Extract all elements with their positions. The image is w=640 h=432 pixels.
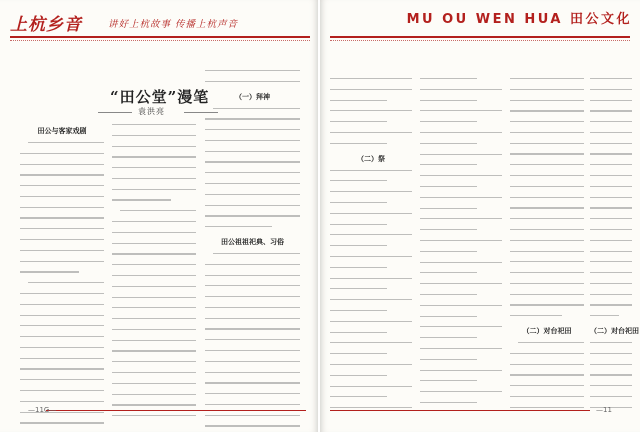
text-line — [510, 186, 584, 187]
text-line — [420, 197, 502, 198]
text-line — [420, 262, 502, 263]
text-line — [112, 264, 196, 265]
right-header — [400, 8, 632, 27]
text-line — [330, 256, 412, 257]
text-line — [590, 218, 632, 219]
text-line — [330, 100, 387, 101]
section-title: MU OU WEN HUA 田公文化 — [406, 12, 632, 27]
text-line — [590, 197, 632, 198]
magazine-logo: 上杭乡音 — [10, 15, 82, 35]
text-column-4 — [330, 78, 412, 412]
text-line — [510, 89, 584, 90]
text-line — [510, 229, 584, 230]
text-line — [330, 342, 412, 343]
text-line — [330, 299, 412, 300]
text-line — [205, 194, 300, 195]
text-line — [510, 272, 584, 273]
text-line — [20, 153, 104, 154]
text-line — [20, 358, 104, 359]
text-line — [330, 191, 412, 192]
text-line — [112, 404, 196, 405]
text-line — [20, 401, 104, 402]
text-line — [112, 146, 196, 147]
text-line — [28, 282, 104, 283]
text-line — [420, 380, 477, 381]
text-line — [112, 372, 196, 373]
text-line — [590, 261, 632, 262]
text-line — [20, 207, 104, 208]
text-line — [205, 118, 300, 119]
text-line — [510, 132, 584, 133]
text-line — [510, 153, 584, 154]
text-line — [112, 253, 196, 254]
text-line — [590, 385, 632, 386]
text-line — [510, 251, 584, 252]
text-line — [330, 353, 387, 354]
text-line — [205, 205, 300, 206]
text-line — [420, 251, 477, 252]
text-line — [590, 229, 632, 230]
text-line — [510, 240, 584, 241]
text-line — [330, 288, 387, 289]
text-line — [20, 228, 104, 229]
text-line — [420, 337, 477, 338]
text-line — [420, 143, 477, 144]
text-line — [420, 175, 502, 176]
text-line — [20, 217, 104, 218]
text-line — [205, 328, 300, 329]
text-line — [330, 78, 412, 79]
text-line — [20, 293, 104, 294]
text-line — [112, 318, 196, 319]
text-line — [510, 261, 584, 262]
text-line — [112, 361, 196, 362]
text-line — [205, 296, 300, 297]
text-line — [420, 208, 477, 209]
text-line — [330, 396, 387, 397]
text-line — [510, 121, 584, 122]
text-line — [205, 151, 300, 152]
text-line — [330, 213, 412, 214]
text-column-7 — [590, 78, 639, 408]
text-line — [330, 332, 387, 333]
text-line — [590, 272, 632, 273]
text-line — [330, 310, 387, 311]
text-line — [112, 394, 196, 395]
section-heading: 田公祖祖祀典、习俗 — [221, 237, 284, 246]
text-line — [510, 110, 584, 111]
text-line — [590, 100, 632, 101]
text-line — [20, 250, 104, 251]
subhead: （二）对台祀田 — [522, 326, 572, 335]
text-line — [112, 340, 196, 341]
text-line — [205, 372, 300, 373]
text-line — [510, 197, 584, 198]
text-line — [205, 307, 300, 308]
text-line — [112, 156, 196, 157]
text-line — [590, 121, 632, 122]
text-line — [420, 132, 502, 133]
text-line — [590, 283, 632, 284]
text-line — [590, 89, 632, 90]
text-line — [590, 374, 632, 375]
text-line — [112, 415, 196, 416]
text-line — [590, 153, 632, 154]
text-line — [420, 370, 502, 371]
text-line — [20, 164, 104, 165]
text-line — [420, 229, 477, 230]
page-number-left: —11G— — [28, 406, 57, 414]
text-line — [112, 232, 196, 233]
text-line — [420, 326, 502, 327]
header-slogan: 讲好上杭故事 传播上杭声音 — [108, 19, 239, 30]
page-number-right: —11 — [596, 406, 612, 414]
text-line — [205, 339, 300, 340]
text-line — [112, 275, 196, 276]
text-line — [510, 353, 584, 354]
subhead: 田公与客家戏剧 — [37, 127, 87, 135]
text-line — [330, 386, 412, 387]
text-line — [420, 240, 502, 241]
text-line — [112, 329, 196, 330]
text-line — [20, 368, 104, 369]
text-line — [205, 285, 300, 286]
text-line — [205, 404, 300, 405]
text-line — [510, 407, 584, 408]
text-line — [330, 364, 412, 365]
text-line — [590, 315, 619, 316]
text-line — [330, 224, 387, 225]
article-title: “田公堂”漫笔 — [110, 88, 210, 106]
text-line — [112, 189, 196, 190]
text-line — [330, 278, 412, 279]
text-column-1 — [20, 124, 104, 408]
text-line — [205, 226, 272, 227]
text-line — [20, 422, 104, 423]
text-line — [590, 353, 632, 354]
footer-rule-left — [46, 410, 306, 411]
text-line — [330, 245, 387, 246]
text-line — [420, 164, 477, 165]
text-line — [420, 218, 502, 219]
text-line — [330, 234, 412, 235]
text-line — [420, 272, 477, 273]
text-line — [20, 239, 104, 240]
text-line — [205, 361, 300, 362]
text-line — [205, 81, 300, 82]
text-line — [20, 304, 104, 305]
text-line — [205, 350, 300, 351]
text-line — [590, 207, 632, 208]
text-line — [590, 143, 632, 144]
text-line — [330, 121, 387, 122]
text-line — [510, 294, 584, 295]
text-line — [590, 164, 632, 165]
text-line — [112, 243, 196, 244]
text-line — [20, 390, 104, 391]
text-line — [205, 215, 300, 216]
text-line — [420, 391, 502, 392]
text-line — [20, 271, 79, 272]
text-line — [420, 100, 477, 101]
text-line — [330, 375, 387, 376]
text-line — [330, 180, 387, 181]
text-line — [205, 382, 300, 383]
footer-rule-right — [330, 410, 590, 411]
text-line — [590, 110, 632, 111]
text-line — [590, 175, 632, 176]
text-line — [112, 167, 196, 168]
text-line — [205, 140, 300, 141]
text-line — [205, 318, 300, 319]
text-line — [205, 129, 300, 130]
text-line — [28, 142, 104, 143]
text-line — [330, 267, 387, 268]
text-line — [330, 321, 412, 322]
text-line — [420, 78, 477, 79]
text-line — [518, 342, 584, 343]
text-line — [213, 108, 300, 109]
text-line — [112, 350, 196, 351]
header-dotted-rule-left — [10, 40, 310, 41]
text-line — [20, 347, 104, 348]
text-line — [510, 218, 584, 219]
text-line — [420, 402, 477, 403]
text-line — [330, 89, 412, 90]
text-line — [510, 374, 584, 375]
text-line — [510, 396, 584, 397]
text-line — [590, 132, 632, 133]
text-line — [510, 283, 584, 284]
text-line — [590, 78, 632, 79]
text-line — [205, 425, 300, 426]
text-line — [112, 221, 196, 222]
text-line — [330, 202, 387, 203]
text-column-3 — [205, 70, 300, 410]
text-line — [590, 364, 632, 365]
text-line — [330, 143, 387, 144]
text-line — [590, 342, 632, 343]
text-line — [510, 143, 584, 144]
text-line — [20, 261, 104, 262]
text-line — [205, 275, 300, 276]
text-line — [590, 304, 632, 305]
text-line — [20, 174, 104, 175]
text-line — [20, 196, 104, 197]
text-line — [420, 348, 502, 349]
text-line — [420, 316, 477, 317]
text-line — [590, 251, 632, 252]
text-line — [420, 121, 477, 122]
text-line — [420, 186, 477, 187]
header-rule-left — [10, 36, 310, 38]
text-line — [112, 135, 196, 136]
text-line — [420, 110, 502, 111]
text-column-5 — [420, 78, 502, 412]
text-line — [420, 154, 502, 155]
author-rule-left — [98, 112, 132, 113]
article-author: 袁洪亮 — [138, 107, 165, 116]
text-line — [205, 161, 300, 162]
text-line — [205, 393, 300, 394]
subhead: （一）拜神 — [235, 92, 270, 101]
text-line — [205, 183, 300, 184]
text-line — [330, 170, 412, 171]
text-line — [120, 210, 196, 211]
text-line — [420, 305, 502, 306]
subhead: （二）祭 — [357, 154, 385, 163]
text-line — [420, 89, 502, 90]
text-line — [420, 359, 477, 360]
text-line — [112, 307, 196, 308]
text-line — [205, 172, 300, 173]
text-line — [112, 199, 171, 200]
text-column-6 — [510, 78, 584, 408]
text-line — [590, 186, 632, 187]
text-line — [510, 164, 584, 165]
text-line — [213, 253, 300, 254]
text-line — [112, 286, 196, 287]
text-line — [330, 132, 412, 133]
text-line — [20, 336, 104, 337]
header-dotted-rule-right — [330, 40, 630, 41]
text-line — [590, 396, 632, 397]
text-line — [420, 283, 502, 284]
text-line — [205, 70, 300, 71]
text-line — [330, 110, 412, 111]
subhead: （二）对台祀田 — [590, 326, 639, 335]
text-line — [590, 294, 632, 295]
header-rule-right — [330, 36, 630, 38]
text-line — [510, 100, 584, 101]
text-line — [510, 385, 584, 386]
text-line — [112, 383, 196, 384]
text-line — [205, 264, 300, 265]
text-line — [20, 325, 104, 326]
text-line — [420, 294, 477, 295]
text-line — [330, 407, 412, 408]
text-line — [112, 124, 196, 125]
text-line — [510, 304, 584, 305]
text-line — [510, 78, 584, 79]
text-line — [112, 178, 196, 179]
text-line — [510, 315, 562, 316]
text-line — [112, 297, 196, 298]
text-line — [20, 185, 104, 186]
text-line — [590, 240, 632, 241]
text-line — [20, 379, 104, 380]
text-column-2 — [112, 124, 196, 408]
text-line — [510, 207, 584, 208]
text-line — [510, 175, 584, 176]
text-line — [205, 415, 300, 416]
text-line — [510, 364, 584, 365]
text-line — [20, 315, 104, 316]
